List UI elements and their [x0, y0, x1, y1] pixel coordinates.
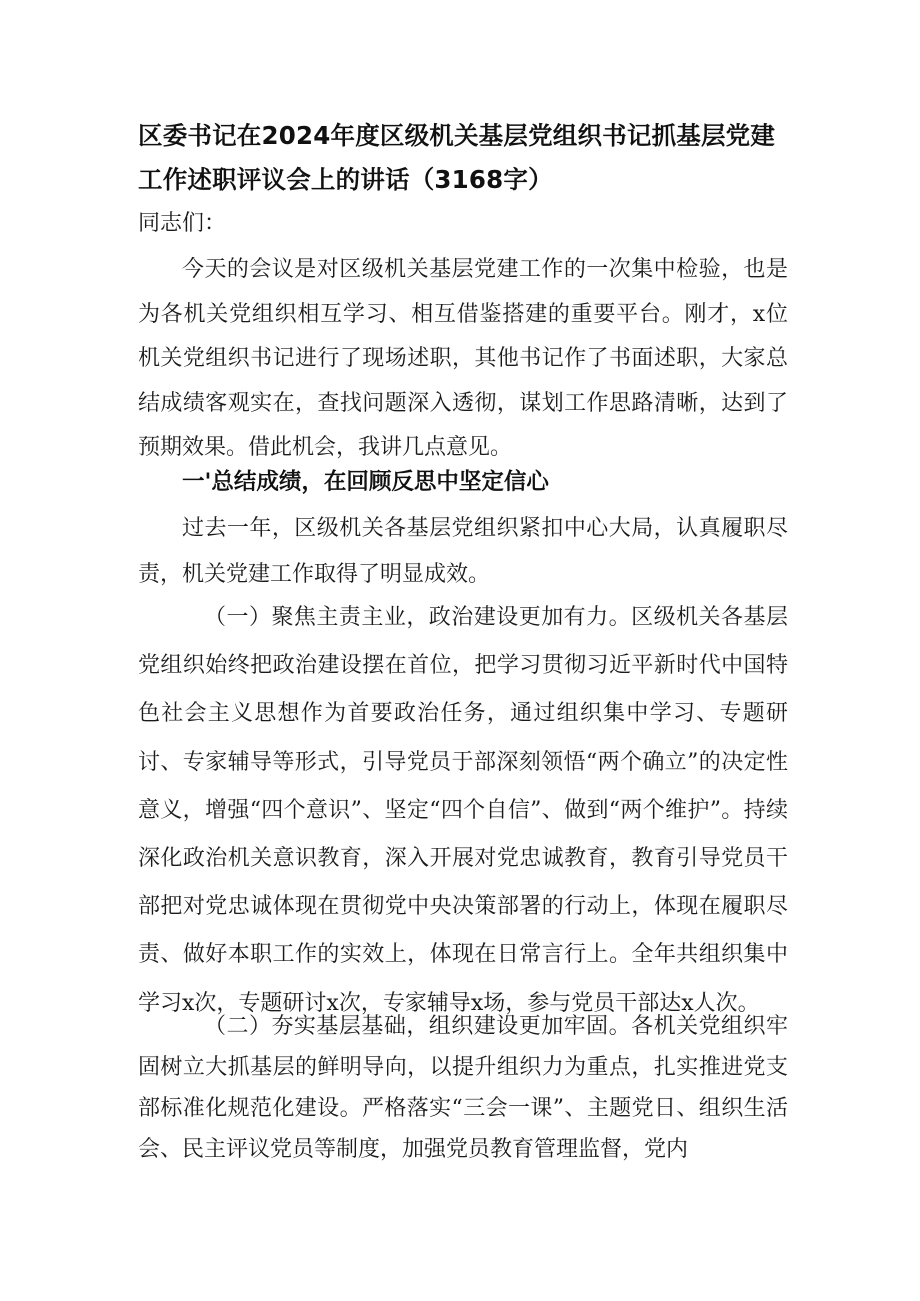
section-intro-paragraph: 过去一年，区级机关各基层党组织紧扣中心大局，认真履职尽责，机关党建工作取得了明显成效。 [138, 516, 788, 587]
document-title: 区委书记在2024年度区级机关基层党组织书记抓基层党建工作述职评议会上的讲话（3168字） [138, 121, 776, 194]
greeting: 同志们： [138, 211, 227, 236]
opening-paragraph: 今天的会议是对区级机关基层党建工作的一次集中检验，也是为各机关党组织相互学习、相互借鉴搭建的重要平台。刚才，x位机关党组织书记进行了现场述职，其他书记作了书面述职，大家总结成绩客观实在，查找问题深入透彻，谋划工作思路清晰，达到了预期效果。借此机会，我讲几点意见。 [138, 257, 788, 460]
subsection-paragraph-2: （二）夯实基层基础，组织建设更加牢固。各机关党组织牢固树立大抓基层的鲜明导向，以提升组织力为重点，扎实推进党支部标准化规范化建设。严格落实“三会一课”、主题党日、组织生活会、民主评议党员等制度，加强党员教育管理监督，党内 [138, 1014, 788, 1162]
subsection-paragraph-1: （一）聚焦主责主业，政治建设更加有力。区级机关各基层党组织始终把政治建设摆在首位，把学习贯彻习近平新时代中国特色社会主义思想作为首要政治任务，通过组织集中学习、专题研讨、专家辅导等形式，引导党员于部深刻领悟“两个确立”的决定性意义，增强“四个意识”、坚定“四个自信”、做到“两个维护”。持续深化政治机关意识教育，深入开展对党忠诚教育，教育引导党员干部把对党忠诚体现在贯彻党中央决策部署的行动上，体现在履职尽责、做好本职工作的实效上，体现在日常言行上。全年共组织集中学习x次，专题研讨x次，专家辅导x场，参与党员干部达x人次。 [138, 605, 788, 1016]
section-heading-1: 一'总结成绩，在回顾反思中坚定信心 [182, 469, 549, 495]
